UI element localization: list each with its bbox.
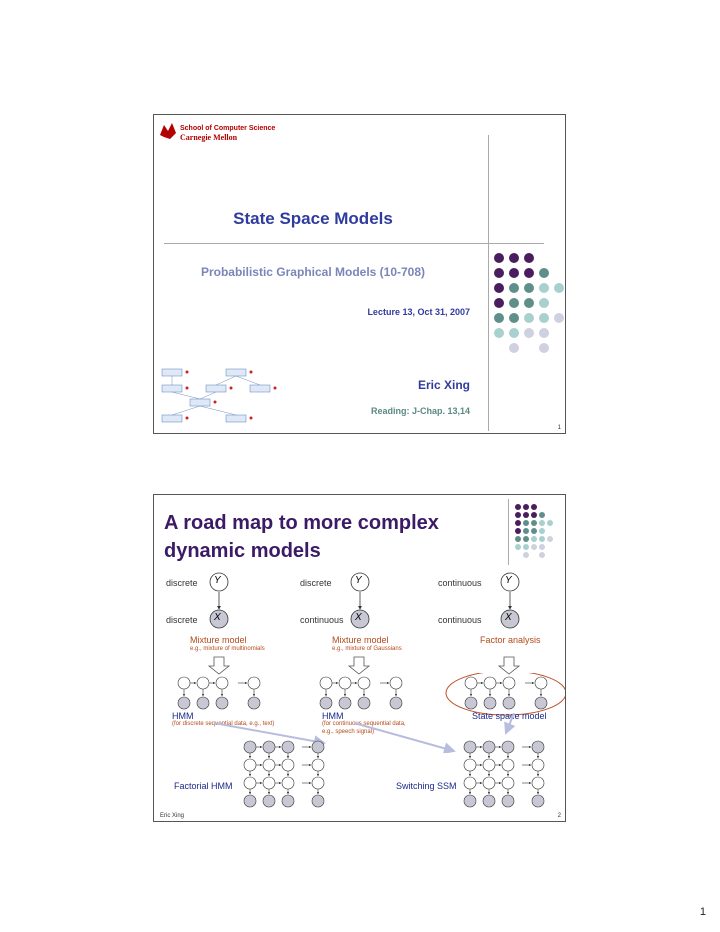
node-x-label-3: X: [505, 612, 512, 623]
col1-x-type: discrete: [166, 615, 198, 625]
university-name: Carnegie Mellon: [180, 133, 238, 142]
node-y-label-3: Y: [505, 575, 512, 586]
factorial-switching-graphs: [154, 739, 565, 811]
factor-analysis: Factor analysis: [480, 635, 541, 645]
hmm-discrete-sub: (for discrete sequential data, e.g., text): [172, 721, 275, 727]
col3-y-type: continuous: [438, 578, 482, 588]
hmm-continuous: HMM: [322, 711, 344, 721]
mixture-model-1: Mixture model: [190, 635, 247, 645]
down-arrow-icon: [499, 657, 519, 674]
author-name: Eric Xing: [417, 378, 470, 392]
footer-author: Eric Xing: [160, 813, 185, 819]
node-y-label-1: Y: [214, 575, 221, 586]
vertical-divider: [488, 135, 489, 431]
mixture-model-1-sub: e.g., mixture of multinomials: [190, 646, 265, 652]
down-arrow-icon: [349, 657, 369, 674]
cmu-seal-icon: [158, 121, 178, 141]
hmm-continuous-sub-2: e.g., speech signal): [322, 729, 375, 735]
hmm-continuous-sub-1: (for continuous sequential data,: [322, 721, 406, 727]
switching-ssm: Switching SSM: [396, 781, 457, 791]
slide-1: [153, 114, 566, 434]
node-x-label-1: X: [214, 612, 221, 623]
slide-title: [164, 509, 439, 565]
vertical-divider: [508, 499, 509, 565]
factorial-hmm: Factorial HMM: [174, 781, 233, 791]
page-number: 1: [557, 425, 561, 431]
title-divider: [164, 243, 544, 244]
sheet-page-number: 1: [699, 906, 706, 918]
down-arrow-icon: [209, 657, 229, 674]
title-line-1: A road map to more complex: [164, 512, 439, 534]
dot-grid-decoration: [512, 501, 564, 565]
slide-2: [153, 494, 566, 822]
mixture-model-2-sub: e.g., mixture of Gaussians: [332, 646, 402, 652]
page-number: 2: [557, 813, 561, 819]
network-diagram-thumbnail: [160, 363, 280, 425]
col3-x-type: continuous: [438, 615, 482, 625]
node-y-label-2: Y: [355, 575, 362, 586]
lecture-date: Lecture 13, Oct 31, 2007: [367, 307, 470, 317]
dot-grid-decoration: [490, 247, 565, 359]
hmm-discrete: HMM: [172, 711, 194, 721]
slide-title: State Space Models: [233, 209, 393, 228]
school-name: School of Computer Science: [180, 125, 276, 132]
mixture-model-2: Mixture model: [332, 635, 389, 645]
state-space-model: State space model: [472, 711, 547, 721]
reading-assignment: Reading: J-Chap. 13,14: [370, 406, 470, 416]
col2-y-type: discrete: [300, 578, 332, 588]
node-x-label-2: X: [355, 612, 362, 623]
col2-x-type: continuous: [300, 615, 344, 625]
title-line-2: dynamic models: [164, 540, 321, 562]
col1-y-type: discrete: [166, 578, 198, 588]
course-subtitle: Probabilistic Graphical Models (10-708): [200, 265, 426, 279]
